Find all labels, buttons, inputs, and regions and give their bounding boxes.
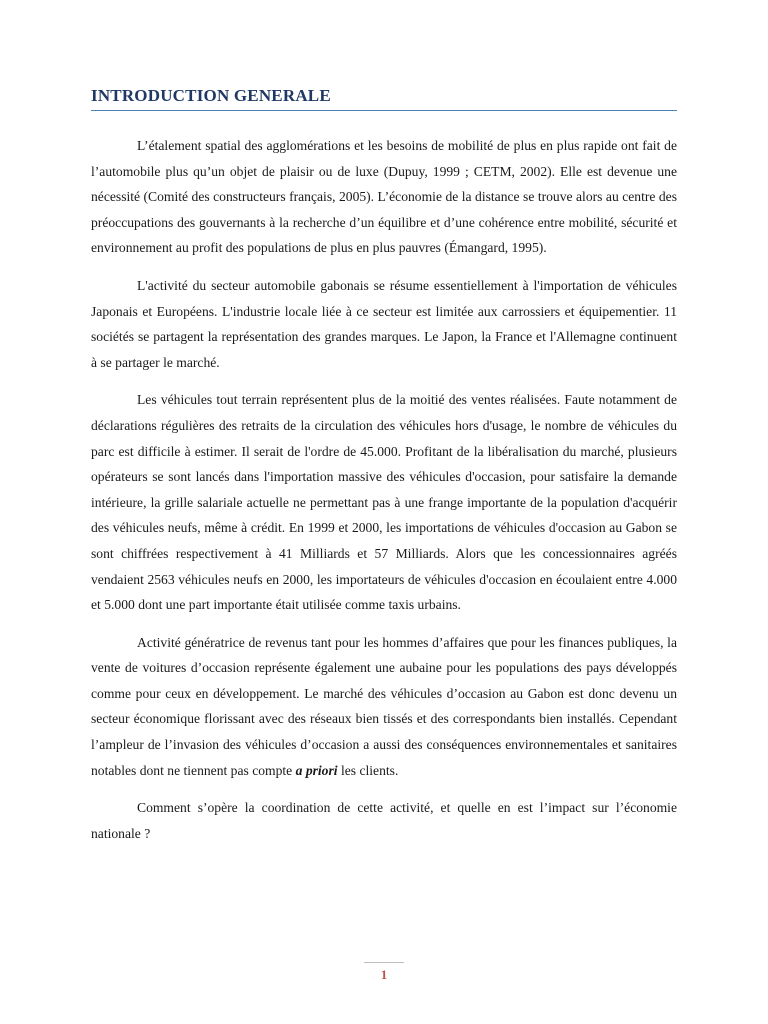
paragraph-4 [91, 630, 677, 784]
paragraph-4-text: Activité génératrice de revenus tant pour les hommes d’affaires que pour les finances publiques, la vente de voitures d’occasion représente également une aubaine pour les populations des pays développés comme pour ceux en développement. Le marché des véhicules d’occasion au Gabon est donc devenu un secteur économique florissant avec des réseaux bien tissés et des correspondants bien installés. Cependant l’ampleur de l’invasion des véhicules d’occasion a aussi des conséquences environnementales et sanitaires notables dont ne tiennent pas compte [91, 634, 677, 778]
paragraph-4-end: les clients. [337, 762, 399, 778]
document-page [91, 86, 677, 858]
paragraph-2: L'activité du secteur automobile gabonais se résume essentiellement à l'importation de véhicules Japonais et Européens. L'industrie locale liée à ce secteur est limitée aux carrossiers et équipementier. 11 sociétés se partagent la représentation des grandes marques. Le Japon, la France et l'Allemagne continuent à se partager le marché. [91, 277, 677, 370]
paragraph-1: L’étalement spatial des agglomérations et les besoins de mobilité de plus en plus rapide ont fait de l’automobile plus qu’un objet de plaisir ou de luxe (Dupuy, 1999 ; CETM, 2002). Elle est devenue une nécessité (Comité des constructeurs français, 2005). L’économie de la distance se trouve alors au centre des préoccupations des gouvernants à la recherche d’un équilibre et d’une cohérence entre mobilité, sécurité et environnement au profit des populations de plus en plus pauvres (Émangard, 1995). [91, 138, 677, 256]
paragraph-4-emphasis: a priori [295, 762, 338, 778]
paragraph-3: Les véhicules tout terrain représentent plus de la moitié des ventes réalisées. Faute notamment de déclarations régulières des retraits de la circulation des véhicules hors d'usage, le nombre de véhicules du parc est difficile à estimer. Il serait de l'ordre de 45.000. Profitant de la libéralisation du marché, plusieurs opérateurs se sont lancés dans l'importation massive des véhicules d'occasion, pour satisfaire la demande intérieure, la grille salariale actuelle ne permettant pas à une frange importante de la population d'acquérir des véhicules neufs, même à crédit. En 1999 et 2000, les importations de véhicules d'occasion au Gabon se sont chiffrées respectivement à 41 Milliards et 57 Milliards. Alors que les concessionnaires agréés vendaient 2563 véhicules neufs en 2000, les importateurs de véhicules d'occasion en écoulaient entre 4.000 et 5.000 dont une part importante était utilisée comme taxis urbains. [91, 392, 677, 613]
research-question: Comment s’opère la coordination de cette activité, et quelle en est l’impact sur l’économie nationale ? [91, 800, 677, 841]
footer-divider [364, 962, 404, 963]
page-number: 1 [380, 967, 388, 982]
page-footer [0, 962, 768, 983]
page-title: INTRODUCTION GENERALE [91, 86, 677, 111]
